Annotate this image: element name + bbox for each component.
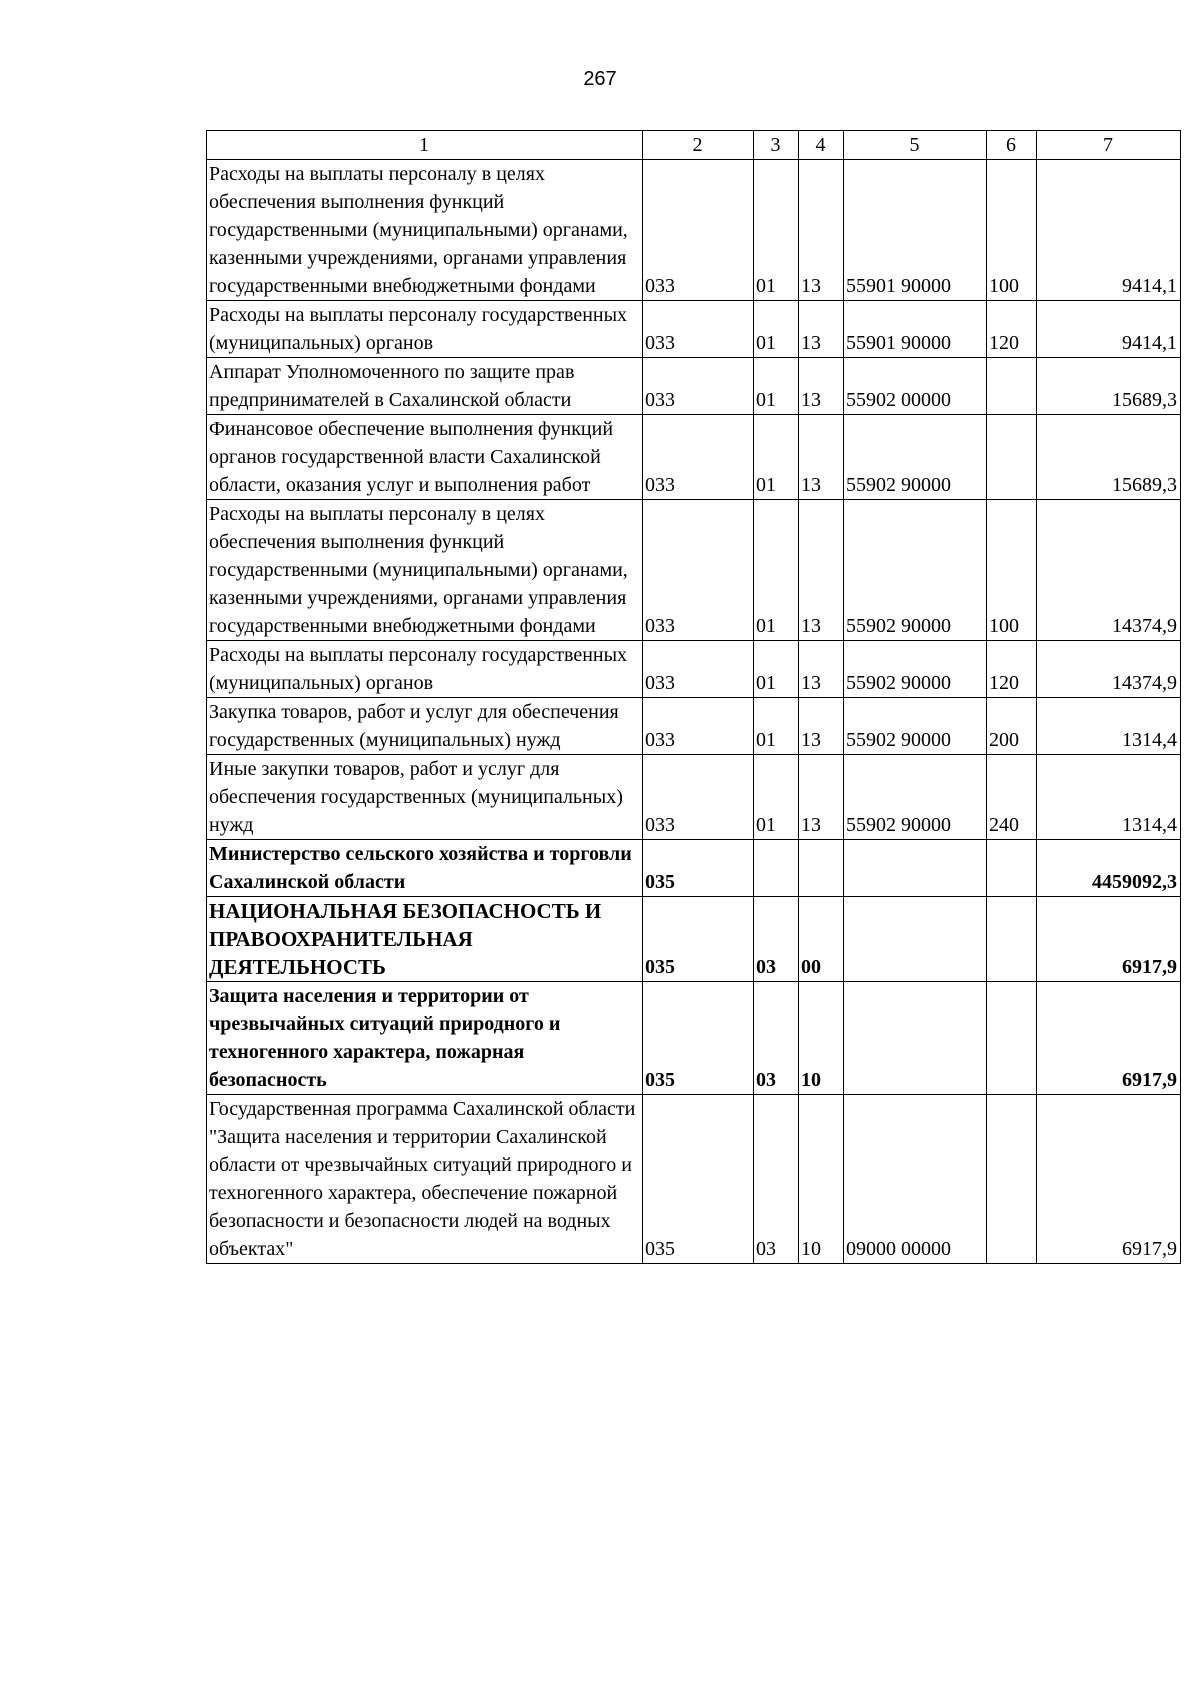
header-cell-name: 1: [207, 131, 643, 160]
csr-cell: 09000 00000: [844, 1095, 987, 1264]
rz-cell: 01: [754, 641, 799, 698]
sum-cell: 1314,4: [1037, 698, 1181, 755]
sum-cell: 1314,4: [1037, 755, 1181, 840]
grbs-cell: 035: [643, 982, 754, 1095]
grbs-cell: 033: [643, 301, 754, 358]
table-row: [207, 982, 1181, 1095]
sum-cell: 14374,9: [1037, 641, 1181, 698]
pr-cell: 13: [799, 358, 844, 415]
name-cell: НАЦИОНАЛЬНАЯ БЕЗОПАСНОСТЬ И ПРАВООХРАНИТЕЛЬНАЯ ДЕЯТЕЛЬНОСТЬ: [207, 897, 643, 982]
table-row: [207, 160, 1181, 301]
sum-cell: 6917,9: [1037, 982, 1181, 1095]
pr-cell: 10: [799, 982, 844, 1095]
rz-cell: 01: [754, 358, 799, 415]
table-row: [207, 755, 1181, 840]
name-cell: Министерство сельского хозяйства и торговли Сахалинской области: [207, 840, 643, 897]
header-cell-rz: 3: [754, 131, 799, 160]
pr-cell: [799, 840, 844, 897]
sum-cell: 6917,9: [1037, 897, 1181, 982]
vr-cell: 200: [987, 698, 1037, 755]
name-cell: Иные закупки товаров, работ и услуг для обеспечения государственных (муниципальных) нужд: [207, 755, 643, 840]
csr-cell: 55902 90000: [844, 755, 987, 840]
rz-cell: 01: [754, 415, 799, 500]
vr-cell: [987, 982, 1037, 1095]
table-row: [207, 358, 1181, 415]
sum-cell: 4459092,3: [1037, 840, 1181, 897]
grbs-cell: 035: [643, 1095, 754, 1264]
header-cell-vr: 6: [987, 131, 1037, 160]
header-cell-pr: 4: [799, 131, 844, 160]
sum-cell: 15689,3: [1037, 415, 1181, 500]
table-row: [207, 500, 1181, 641]
table-body: [207, 131, 1181, 1264]
table-row: [207, 1095, 1181, 1264]
csr-cell: 55902 90000: [844, 500, 987, 641]
pr-cell: 13: [799, 160, 844, 301]
grbs-cell: 035: [643, 897, 754, 982]
table-row: [207, 641, 1181, 698]
pr-cell: 13: [799, 698, 844, 755]
grbs-cell: 035: [643, 840, 754, 897]
csr-cell: [844, 982, 987, 1095]
csr-cell: 55901 90000: [844, 301, 987, 358]
pr-cell: 10: [799, 1095, 844, 1264]
rz-cell: 03: [754, 982, 799, 1095]
vr-cell: [987, 1095, 1037, 1264]
grbs-cell: 033: [643, 415, 754, 500]
grbs-cell: 033: [643, 500, 754, 641]
table-row: [207, 840, 1181, 897]
header-row: [207, 131, 1181, 160]
rz-cell: 01: [754, 755, 799, 840]
table-row: [207, 301, 1181, 358]
rz-cell: [754, 840, 799, 897]
sum-cell: 6917,9: [1037, 1095, 1181, 1264]
sum-cell: 9414,1: [1037, 160, 1181, 301]
header-cell-grbs: 2: [643, 131, 754, 160]
vr-cell: [987, 840, 1037, 897]
csr-cell: 55902 90000: [844, 415, 987, 500]
pr-cell: 13: [799, 415, 844, 500]
vr-cell: 100: [987, 500, 1037, 641]
pr-cell: 13: [799, 755, 844, 840]
name-cell: Государственная программа Сахалинской области "Защита населения и территории Сахалинской области от чрезвычайных ситуаций природного и техногенного характера, обеспечение пожарной безопасности и безопасности людей на водных объектах": [207, 1095, 643, 1264]
rz-cell: 01: [754, 500, 799, 641]
csr-cell: 55902 90000: [844, 698, 987, 755]
vr-cell: 120: [987, 641, 1037, 698]
table-row: [207, 415, 1181, 500]
grbs-cell: 033: [643, 698, 754, 755]
sum-cell: 14374,9: [1037, 500, 1181, 641]
name-cell: Расходы на выплаты персоналу государственных (муниципальных) органов: [207, 641, 643, 698]
name-cell: Аппарат Уполномоченного по защите прав предпринимателей в Сахалинской области: [207, 358, 643, 415]
rz-cell: 03: [754, 1095, 799, 1264]
sum-cell: 9414,1: [1037, 301, 1181, 358]
table-row: [207, 897, 1181, 982]
name-cell: Расходы на выплаты персоналу в целях обеспечения выполнения функций государственными (муниципальными) органами, казенными учреждениями, органами управления государственными внебюджетными фондами: [207, 500, 643, 641]
page-number: 267: [583, 68, 617, 90]
name-cell: Закупка товаров, работ и услуг для обеспечения государственных (муниципальных) нужд: [207, 698, 643, 755]
rz-cell: 01: [754, 301, 799, 358]
vr-cell: [987, 897, 1037, 982]
grbs-cell: 033: [643, 755, 754, 840]
pr-cell: 00: [799, 897, 844, 982]
name-cell: Защита населения и территории от чрезвычайных ситуаций природного и техногенного характера, пожарная безопасность: [207, 982, 643, 1095]
csr-cell: [844, 897, 987, 982]
grbs-cell: 033: [643, 160, 754, 301]
pr-cell: 13: [799, 301, 844, 358]
header-cell-sum: 7: [1037, 131, 1181, 160]
budget-table: [206, 130, 1181, 1264]
name-cell: Расходы на выплаты персоналу государственных (муниципальных) органов: [207, 301, 643, 358]
header-cell-csr: 5: [844, 131, 987, 160]
sum-cell: 15689,3: [1037, 358, 1181, 415]
rz-cell: 01: [754, 698, 799, 755]
rz-cell: 01: [754, 160, 799, 301]
pr-cell: 13: [799, 500, 844, 641]
csr-cell: [844, 840, 987, 897]
vr-cell: 120: [987, 301, 1037, 358]
csr-cell: 55902 00000: [844, 358, 987, 415]
vr-cell: 100: [987, 160, 1037, 301]
grbs-cell: 033: [643, 641, 754, 698]
name-cell: Расходы на выплаты персоналу в целях обеспечения выполнения функций государственными (муниципальными) органами, казенными учреждениями, органами управления государственными внебюджетными фондами: [207, 160, 643, 301]
name-cell: Финансовое обеспечение выполнения функций органов государственной власти Сахалинской области, оказания услуг и выполнения работ: [207, 415, 643, 500]
pr-cell: 13: [799, 641, 844, 698]
csr-cell: 55902 90000: [844, 641, 987, 698]
csr-cell: 55901 90000: [844, 160, 987, 301]
vr-cell: 240: [987, 755, 1037, 840]
table-row: [207, 698, 1181, 755]
vr-cell: [987, 415, 1037, 500]
rz-cell: 03: [754, 897, 799, 982]
grbs-cell: 033: [643, 358, 754, 415]
vr-cell: [987, 358, 1037, 415]
